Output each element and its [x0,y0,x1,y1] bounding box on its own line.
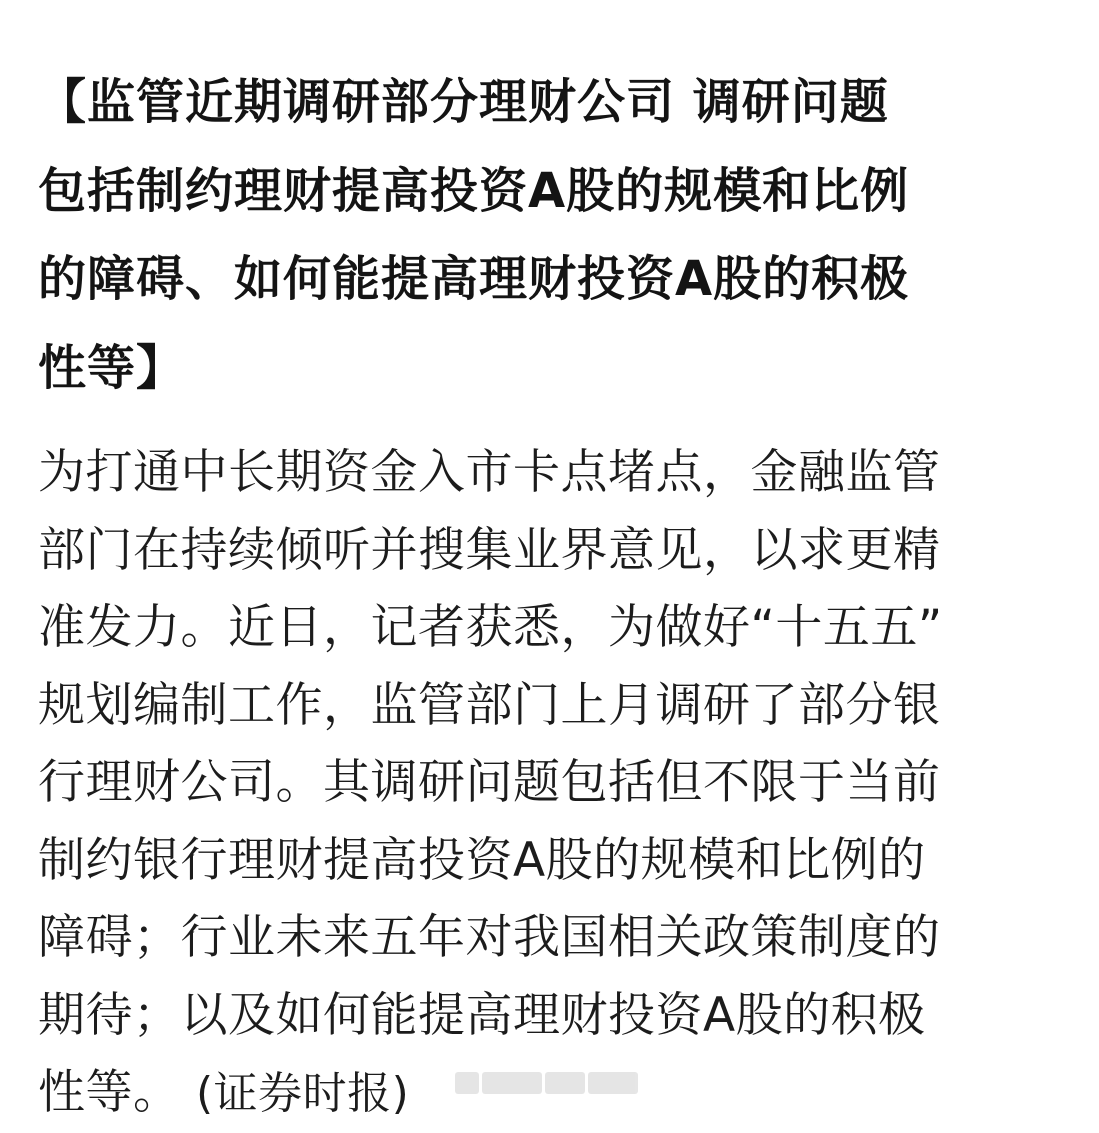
post-content [38,58,1068,1133]
watermark-mark [588,1072,638,1094]
article-body [38,434,1068,1133]
watermark [455,1072,645,1102]
article-headline: 【监管近期调研部分理财公司 调研问题 包括制约理财提高投资A股的规模和比例 的障碍、如何能提高理财投资A股的积极 性等】 [38,74,910,396]
watermark-mark [482,1072,542,1094]
article-source: (证券时报) [195,1068,410,1119]
article-body-text: 为打通中长期资金入市卡点堵点，金融监管 部门在持续倾听并搜集业界意见，以求更精 准发力。近日，记者获悉，为做好“十五五” 规划编制工作，监管部门上月调研了部分银 行理财公司。其调研问题包括但不限于当前 制约银行理财提高投资A股的规模和比例的 障碍；行业未来五年对我国相关政策制度的 期待；以及如何能提高理财投资A股的积极 性等。 [38,445,943,1120]
watermark-mark [455,1072,479,1094]
watermark-mark [545,1072,585,1094]
